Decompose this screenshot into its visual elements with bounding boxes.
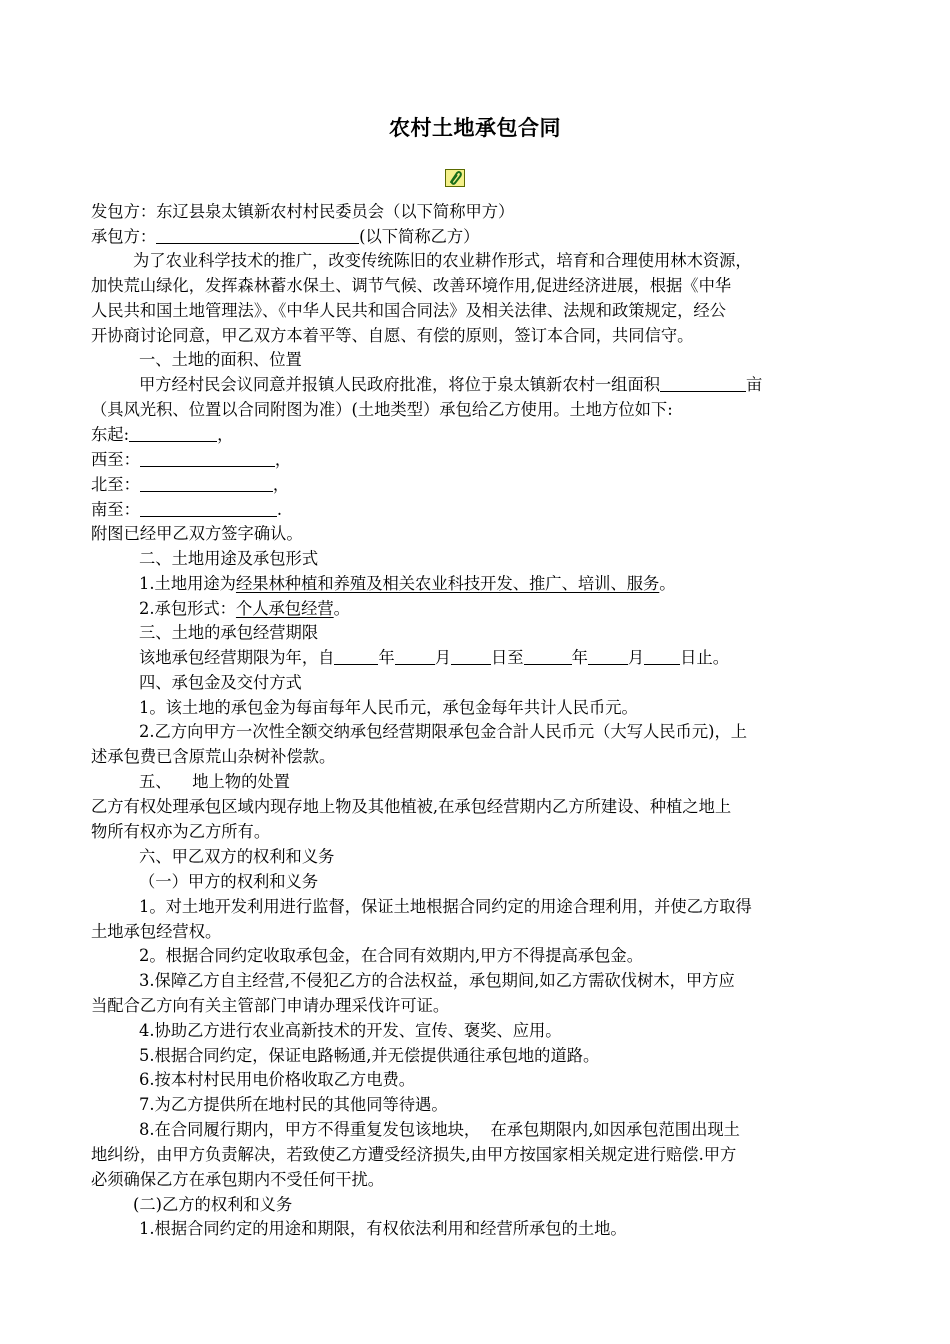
party-a-line: 发包方：东辽县泉太镇新农村村民委员会（以下简称甲方） — [91, 202, 515, 221]
boundary-south: 南至： . — [91, 500, 283, 519]
end-month-blank[interactable] — [588, 646, 628, 665]
party-b-line: 承包方： (以下简称乙方） — [91, 227, 480, 246]
paragraph-line: 7.为乙方提供所在地村民的其他同等待遇。 — [139, 1095, 448, 1114]
paragraph-line: 述承包费已含原荒山杂树补偿款。 — [91, 747, 336, 766]
end-year-blank[interactable] — [524, 646, 572, 665]
boundary-north: 北至： ， — [91, 475, 290, 494]
paragraph-line: 5.根据合同约定，保证电路畅通,并无偿提供通往承包地的道路。 — [139, 1046, 600, 1065]
area-blank[interactable] — [660, 373, 746, 392]
paragraph-line: 3.保障乙方自主经营,不侵犯乙方的合法权益，承包期间,如乙方需砍伐树木，甲方应 — [139, 971, 735, 990]
section-heading: 四、承包金及交付方式 — [139, 673, 302, 692]
paragraph-line: 为了农业科学技术的推广，改变传统陈旧的农业耕作形式，培育和合理使用林木资源， — [133, 251, 752, 270]
subsection-heading: （一）甲方的权利和义务 — [139, 872, 319, 891]
section-heading: 二、土地用途及承包形式 — [139, 549, 319, 568]
paragraph-line: 6.按本村村民用电价格收取乙方电费。 — [139, 1070, 416, 1089]
term-line: 该地承包经营期限为年，自 年 月 日至 年 月 日止。 — [139, 648, 730, 667]
paragraph-line: 1.根据合同约定的用途和期限，有权依法利用和经营所承包的土地。 — [139, 1219, 627, 1238]
paragraph-line: 1。对土地开发利用进行监督，保证土地根据合同约定的用途合理利用，并使乙方取得 — [139, 897, 752, 916]
paragraph-line: 4.协助乙方进行农业高新技术的开发、宣传、褒奖、应用。 — [139, 1021, 562, 1040]
boundary-east: 东起: ， — [91, 425, 234, 444]
paragraph-line: 土地承包经营权。 — [91, 922, 222, 941]
boundary-west: 西至： ， — [91, 450, 292, 469]
paragraph-line: 1.土地用途为经果林种植和养殖及相关农业科技开发、推广、培训、服务。 — [139, 574, 676, 593]
paragraph-line: 必须确保乙方在承包期内不受任何干扰。 — [91, 1170, 385, 1189]
paragraph-line: 当配合乙方向有关主管部门申请办理采伐许可证。 — [91, 996, 450, 1015]
paragraph-line: 乙方有权处理承包区域内现存地上物及其他植被,在承包经营期内乙方所建设、种植之地上 — [91, 797, 732, 816]
paragraph-line: 加快荒山绿化，发挥森林蓄水保土、调节气候、改善环境作用,促进经济进展，根据《中华 — [91, 276, 732, 295]
paragraph-line: 物所有权亦为乙方所有。 — [91, 822, 271, 841]
document-title: 农村土地承包合同 — [389, 116, 561, 140]
paragraph-line: 2.承包形式：个人承包经营。 — [139, 599, 350, 618]
paragraph-line: 附图已经甲乙双方签字确认。 — [91, 524, 303, 543]
paragraph-line: 2。根据合同约定收取承包金，在合同有效期内,甲方不得提高承包金。 — [139, 946, 643, 965]
section-heading: 五、 地上物的处置 — [139, 772, 290, 791]
section-heading: 一、土地的面积、位置 — [139, 350, 302, 369]
section-heading: 三、土地的承包经营期限 — [139, 623, 319, 642]
paragraph-line: （具风光积、位置以合同附图为准）(土地类型）承包给乙方使用。土地方位如下: — [91, 400, 673, 419]
paragraph-line: 地纠纷，由甲方负责解决，若致使乙方遭受经济损失,由甲方按国家相关规定进行赔偿.甲方 — [91, 1145, 737, 1164]
start-day-blank[interactable] — [451, 646, 491, 665]
east-blank[interactable] — [129, 423, 217, 442]
paragraph-line: 1。该土地的承包金为每亩每年人民币元，承包金每年共计人民币元。 — [139, 698, 638, 717]
section-heading: 六、甲乙双方的权利和义务 — [139, 847, 335, 866]
paragraph-line: 人民共和国土地管理法》、《中华人民共和国合同法》及相关法律、法规和政策规定，经公 — [91, 301, 726, 320]
north-blank[interactable] — [140, 473, 273, 492]
paragraph-line: 甲方经村民会议同意并报镇人民政府批准，将位于泉太镇新农村一组面积 亩 — [139, 375, 763, 394]
paragraph-line: 8.在合同履行期内，甲方不得重复发包该地块， 在承包期限内,如因承包范围出现土 — [139, 1120, 740, 1139]
subsection-heading: (二)乙方的权利和义务 — [133, 1195, 293, 1214]
start-year-blank[interactable] — [334, 646, 378, 665]
end-day-blank[interactable] — [644, 646, 680, 665]
south-blank[interactable] — [140, 498, 277, 517]
west-blank[interactable] — [140, 448, 275, 467]
paperclip-icon[interactable] — [445, 169, 465, 187]
paragraph-line: 2.乙方向甲方一次性全额交纳承包经营期限承包金合計人民币元（大写人民币元)，上 — [139, 722, 748, 741]
start-month-blank[interactable] — [395, 646, 435, 665]
paragraph-line: 开协商讨论同意，甲乙双方本着平等、自愿、有偿的原则，签订本合同，共同信守。 — [91, 326, 694, 345]
party-b-blank[interactable] — [156, 225, 359, 244]
